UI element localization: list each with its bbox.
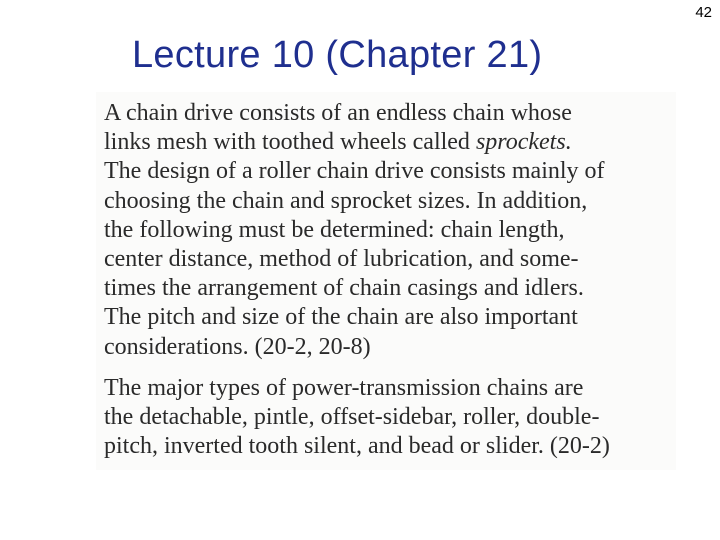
text-line: pitch, inverted tooth silent, and bead or slider. (20-2)	[104, 433, 610, 460]
text-line: The major types of power-transmission chains are	[104, 375, 584, 401]
text-line-start: links mesh with toothed wheels called	[104, 129, 476, 156]
chain-drive-paragraph	[104, 99, 605, 362]
text-line: the detachable, pintle, offset-sidebar, roller, double-	[104, 404, 600, 431]
text-line: A chain drive consists of an endless chain whose	[104, 100, 572, 126]
chain-types-paragraph	[104, 374, 610, 462]
text-line: The design of a roller chain drive consists mainly of	[104, 158, 605, 185]
text-line	[104, 128, 605, 157]
text-line: considerations. (20-2, 20-8)	[104, 333, 371, 360]
text-line: The pitch and size of the chain are also important	[104, 304, 578, 331]
italic-term: sprockets.	[475, 129, 572, 156]
slide-title: Lecture 10 (Chapter 21)	[132, 34, 543, 76]
text-line: the following must be determined: chain length,	[104, 216, 565, 243]
text-line: center distance, method of lubrication, and some-	[104, 246, 579, 273]
page-number: 42	[695, 4, 712, 21]
text-line: times the arrangement of chain casings and idlers.	[104, 275, 584, 302]
text-line: choosing the chain and sprocket sizes. In addition,	[104, 187, 588, 214]
